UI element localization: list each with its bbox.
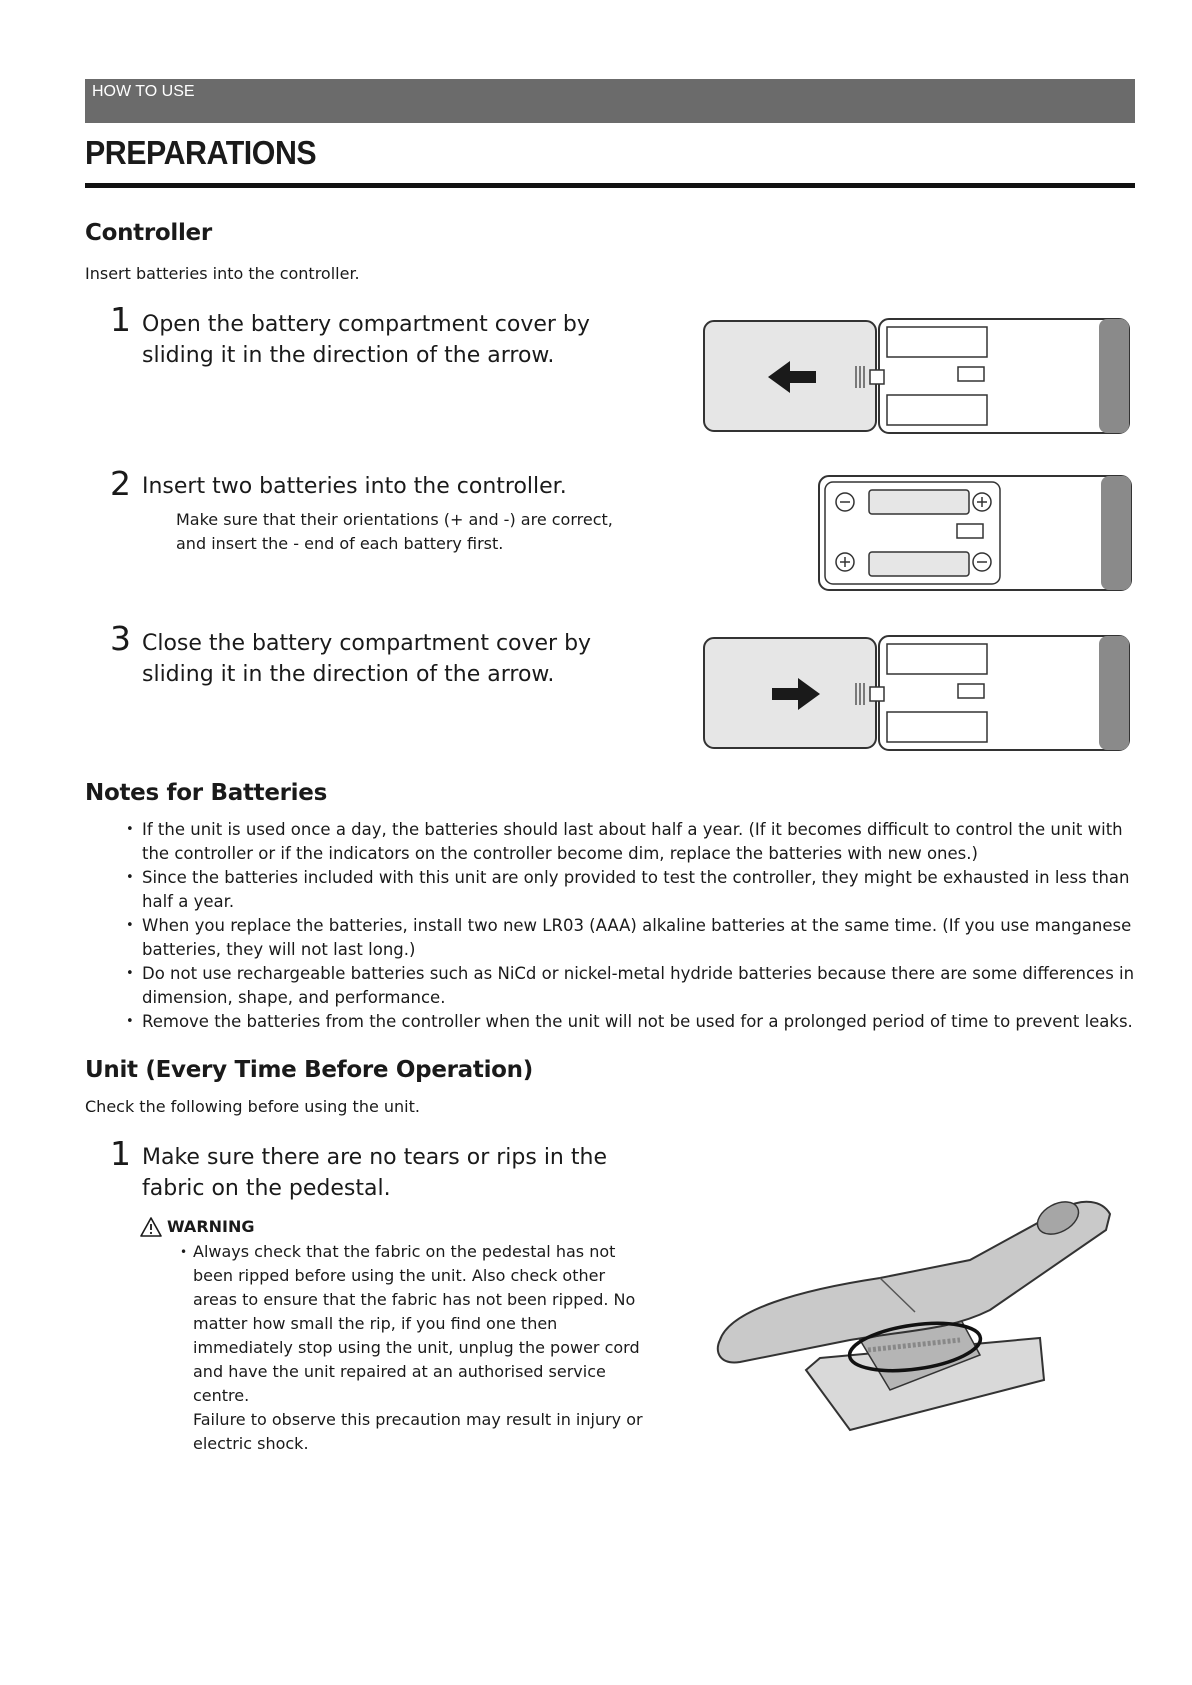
controller-open-illustration <box>704 317 1134 435</box>
warning-label: WARNING <box>167 1217 255 1236</box>
unit-step-1-number: 1 <box>110 1134 131 1173</box>
section-header-label: HOW TO USE <box>92 83 195 100</box>
step-3-text-line1: Close the battery compartment cover by <box>142 631 592 656</box>
step-1-text-line1: Open the battery compartment cover by <box>142 312 590 337</box>
notes-item: • Remove the batteries from the controller when the unit will not be used for a prolonged period of time to prevent leaks. <box>126 1010 1136 1034</box>
controller-close-illustration <box>704 634 1134 752</box>
title-divider <box>85 183 1135 188</box>
warning-consequence: Failure to observe this precaution may result in injury or electric shock. <box>193 1410 643 1453</box>
controller-batteries-illustration <box>817 474 1135 592</box>
warning-item: • Always check that the fabric on the pedestal has not been ripped before using the unit. Also check other areas to ensure that the fabric has not been ripped. No matter how small the rip, if you find one then immediately stop using the unit, unplug the power cord and have the unit repaired at an authorised service centre. <box>180 1240 645 1408</box>
notes-item: • When you replace the batteries, install two new LR03 (AAA) alkaline batteries at the same time. (If you use manganese batteries, they will not last long.) <box>126 914 1136 962</box>
section-header-bar <box>85 79 1135 123</box>
warning-list <box>180 1240 645 1408</box>
notes-item: • Since the batteries included with this unit are only provided to test the controller, they might be exhausted in less than half a year. <box>126 866 1136 914</box>
step-1-text-line2: sliding it in the direction of the arrow. <box>142 343 555 368</box>
pedestal-illustration <box>710 1190 1125 1430</box>
unit-heading: Unit (Every Time Before Operation) <box>85 1057 533 1083</box>
step-2-subtext-line2: and insert the - end of each battery first. <box>176 534 504 553</box>
notes-item: • If the unit is used once a day, the batteries should last about half a year. (If it becomes difficult to control the unit with the controller or if the indicators on the controller become dim, replace the batteries with new ones.) <box>126 818 1136 866</box>
notes-item: • Do not use rechargeable batteries such as NiCd or nickel-metal hydride batteries because there are some differences in dimension, shape, and performance. <box>126 962 1136 1010</box>
unit-step-1-text-line1: Make sure there are no tears or rips in the <box>142 1145 607 1170</box>
step-3-text-line2: sliding it in the direction of the arrow. <box>142 662 555 687</box>
unit-intro: Check the following before using the unit. <box>85 1097 420 1116</box>
warning-triangle-icon <box>140 1217 162 1237</box>
controller-heading: Controller <box>85 220 212 246</box>
notes-list <box>126 818 1136 1034</box>
step-3-number: 3 <box>110 619 131 658</box>
notes-heading: Notes for Batteries <box>85 780 327 806</box>
controller-intro: Insert batteries into the controller. <box>85 264 360 283</box>
step-1-number: 1 <box>110 300 131 339</box>
step-2-subtext-line1: Make sure that their orientations (+ and -) are correct, <box>176 510 613 529</box>
page-title: PREPARATIONS <box>85 134 317 171</box>
warning-body <box>180 1240 645 1456</box>
step-2-text: Insert two batteries into the controller. <box>142 474 567 499</box>
step-2-number: 2 <box>110 464 131 503</box>
unit-step-1-text-line2: fabric on the pedestal. <box>142 1176 391 1201</box>
